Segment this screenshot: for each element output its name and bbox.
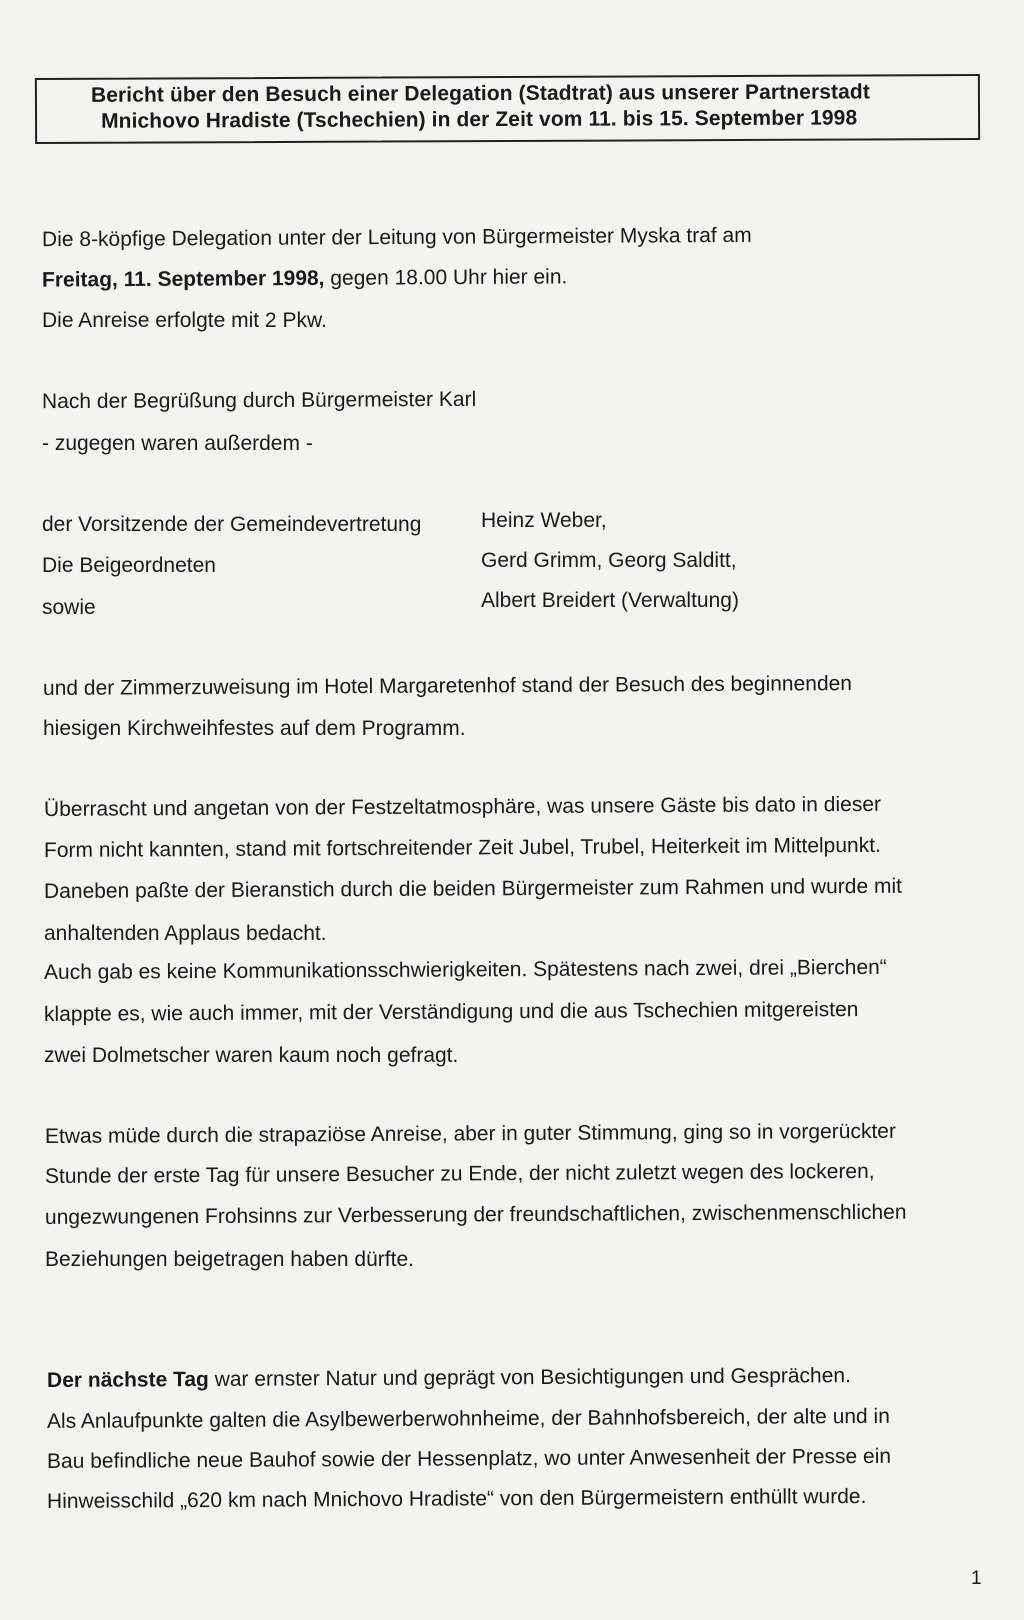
paragraph-3-line-1: und der Zimmerzuweisung im Hotel Margaretenhof stand der Besuch des beginnenden [42,672,853,700]
paragraph-4-line-7: zwei Dolmetscher waren kaum noch gefragt. [44,1044,459,1067]
attendee-role-3: sowie [42,596,96,619]
attendee-names-2: Gerd Grimm, Georg Salditt, [481,549,737,572]
report-title-box [35,74,980,144]
paragraph-3-line-2: hiesigen Kirchweihfestes auf dem Programm. [43,717,466,740]
report-title-line-1: Bericht über den Besuch einer Delegation (Stadtrat) aus unserer Partnerstadt [90,80,870,107]
paragraph-5-line-1: Etwas müde durch die strapaziöse Anreise, aber in guter Stimmung, ging so in vorgerückter [44,1119,896,1148]
arrival-time-text: gegen 18.00 Uhr hier ein. [324,265,568,290]
paragraph-4-line-6: klappte es, wie auch immer, mit der Verständigung und die aus Tschechien mitgereisten [43,998,859,1026]
paragraph-6-line-1 [47,1365,851,1391]
paragraph-6-line-3: Bau befindliche neue Bauhof sowie der Hessenplatz, wo unter Anwesenheit der Presse ein [46,1444,892,1473]
attendee-names-3: Albert Breidert (Verwaltung) [481,589,739,612]
report-title-line-2: Mnichovo Hradiste (Tschechien) in der Zeit vom 11. bis 15. September 1998 [100,106,858,133]
paragraph-6-line-2: Als Anlaufpunkte galten die Asylbewerberwohnheime, der Bahnhofsbereich, der alte und in [46,1404,890,1433]
paragraph-4-line-3: Daneben paßte der Bieranstich durch die beiden Bürgermeister zum Rahmen und wurde mit [43,874,903,903]
paragraph-4-line-4: anhaltenden Applaus bedacht. [44,922,327,945]
paragraph-1-line-1: Die 8-köpfige Delegation unter der Leitung von Bürgermeister Myska traf am [41,223,752,252]
paragraph-2-line-1: Nach der Begrüßung durch Bürgermeister Karl [41,387,477,414]
next-day-text: war ernster Natur und geprägt von Besichtigungen und Gesprächen. [208,1364,851,1392]
page-number: 1 [971,1568,982,1589]
attendee-names-1: Heinz Weber, [481,509,607,532]
paragraph-6-line-4: Hinweisschild „620 km nach Mnichovo Hradiste“ von den Bürgermeistern enthüllt wurde. [46,1484,867,1513]
paragraph-4-line-5: Auch gab es keine Kommunikationsschwierigkeiten. Spätestens nach zwei, drei „Bierchen“ [43,955,887,984]
next-day-heading: Der nächste Tag [46,1368,209,1392]
paragraph-2-line-2: - zugegen waren außerdem - [42,432,313,455]
paragraph-5-line-3: ungezwungenen Frohsinns zur Verbesserung der freundschaftlichen, zwischenmenschlichen [44,1200,907,1229]
paragraph-5-line-2: Stunde der erste Tag für unsere Besucher zu Ende, der nicht zuletzt wegen des lockeren, [44,1159,875,1188]
paragraph-4-line-2: Form nicht kannten, stand mit fortschreitender Zeit Jubel, Trubel, Heiterkeit im Mittelpunkt. [43,833,881,862]
attendee-role-1: der Vorsitzende der Gemeindevertretung [42,513,422,536]
attendee-role-2: Die Beigeordneten [42,554,216,577]
arrival-date: Freitag, 11. September 1998, [41,266,325,292]
paragraph-1-line-2 [42,266,567,290]
paragraph-5-line-4: Beziehungen beigetragen haben dürfte. [45,1248,414,1271]
paragraph-4-line-1: Überrascht und angetan von der Festzeltatmosphäre, was unsere Gäste bis dato in dieser [43,792,882,821]
paragraph-1-line-3: Die Anreise erfolgte mit 2 Pkw. [42,309,327,332]
